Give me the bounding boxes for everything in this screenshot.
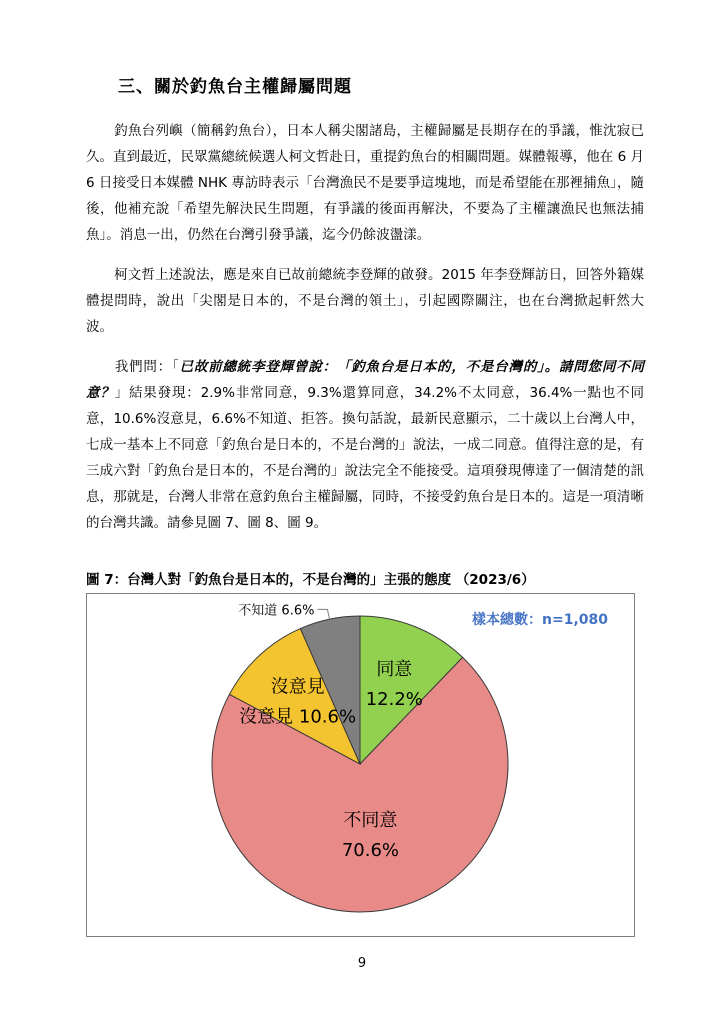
- paragraph-1-text: 釣魚台列嶼（簡稱釣魚台），日本人稱尖閣諸島，主權歸屬是長期存在的爭議，惟沈寂已久。直到最近，民眾黨總統候選人柯文哲赴日，重提釣魚台的相關問題。媒體報導，他在 6 月 6 日接受日本媒體 NHK 專訪時表示「台灣漁民不是要爭這塊地，而是希望能在那裡捕魚」，隨後，他補充說「希望先解決民生問題，有爭議的後面再解決，不要為了主權讓漁民也無法捕魚」。消息一出，仍然在台灣引發爭議，迄今仍餘波盪漾。: [86, 123, 644, 243]
- slice-value-1: 70.6%: [341, 839, 400, 861]
- slice-value-0: 12.2%: [365, 688, 423, 710]
- paragraph-3-text: 」結果發現：2.9%非常同意，9.3%還算同意，34.2%不太同意，36.4%一點也不同意，10.6%沒意見，6.6%不知道、拒答。換句話說，最新民意顯示，二十歲以上台灣人中，七成一基本上不同意「釣魚台是日本的，不是台灣的」說法，一成二同意。值得注意的是，有三成六對「釣魚台是日本的，不是台灣的」說法完全不能接受。這項發現傳達了一個清楚的訊息，那就是，台灣人非常在意釣魚台主權歸屬，同時，不接受釣魚台是日本的。這是一項清晰的台灣共識。請參見圖 7、圖 8、圖 9。: [86, 385, 644, 531]
- slice-label-3: 不知道 6.6%: [238, 603, 315, 619]
- figure-title: 圖 7：台灣人對「釣魚台是日本的，不是台灣的」主張的態度 （2023/6）: [86, 572, 535, 588]
- slice-label-2: 沒意見: [270, 676, 325, 698]
- paragraph-3-lead: 我們問：「: [114, 359, 180, 375]
- slice-label-1: 不同意: [343, 809, 398, 831]
- slice-value-2: 沒意見 10.6%: [239, 706, 357, 728]
- paragraph-2-text: 柯文哲上述說法，應是來自已故前總統李登輝的啟發。2015 年李登輝訪日，回答外籍媒體提問時，說出「尖閣是日本的，不是台灣的領土」，引起國際關注，也在台灣掀起軒然大波。: [86, 267, 644, 335]
- survey-question: 已故前總統李登輝曾說：「釣魚台是日本的，不是台灣的」。請問您同不同意？: [86, 359, 645, 401]
- paragraph-3: [86, 354, 644, 536]
- paragraph-2: [86, 262, 644, 340]
- slice-label-0: 同意: [376, 658, 413, 680]
- page-number: 9: [357, 956, 367, 971]
- paragraph-1: [86, 118, 644, 248]
- section-heading: 三、關於釣魚台主權歸屬問題: [118, 77, 352, 97]
- pie-chart-figure: [86, 593, 635, 937]
- pie-chart: [87, 594, 636, 938]
- leader-line-3: [317, 609, 329, 619]
- sample-size-annotation: 樣本總數：n=1,080: [472, 612, 608, 628]
